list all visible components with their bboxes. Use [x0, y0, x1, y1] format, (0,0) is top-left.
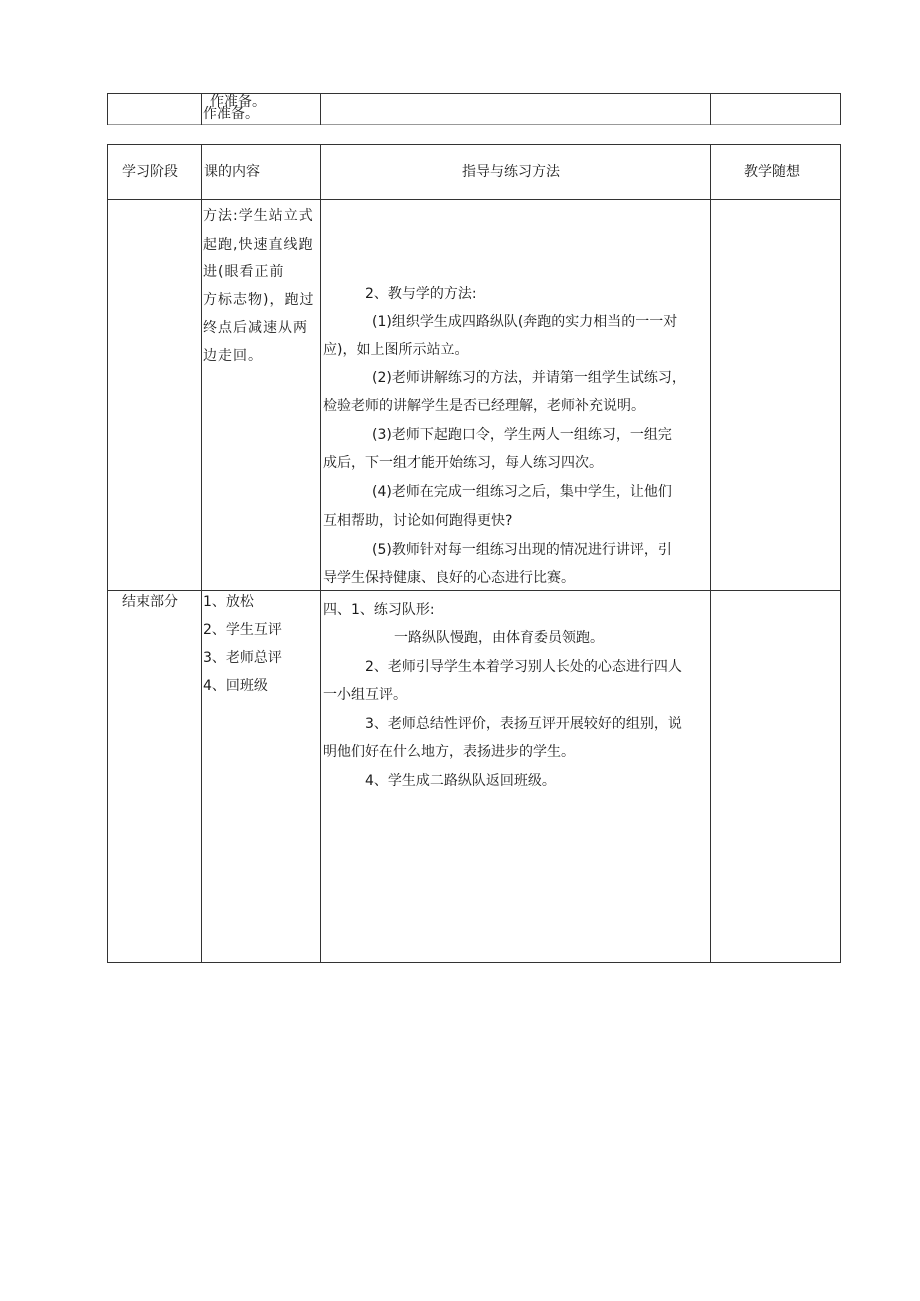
header-method: 指导与练习方法 [462, 164, 560, 180]
method-line: 明他们好在什么地方，表扬进步的学生。 [323, 744, 575, 760]
method-line: (3)老师下起跑口令，学生两人一组练习，一组完 [372, 427, 672, 443]
row2-content-line: 4、回班级 [203, 678, 268, 694]
method-line: 应)，如上图所示站立。 [323, 342, 469, 358]
row2-content-line: 3、老师总评 [203, 650, 282, 666]
row1-content-line: 方标志物)，跑过 [203, 292, 315, 308]
row2-content-line: 1、放松 [203, 594, 254, 610]
header-stage: 学习阶段 [122, 164, 178, 180]
method-line: 检验老师的讲解学生是否已经理解，老师补充说明。 [323, 398, 645, 414]
method-line: 3、老师总结性评价，表扬互评开展较好的组别，说 [365, 716, 682, 732]
fragment-text-1: 作准备。 [210, 94, 266, 110]
row1-content-line: 边走回。 [203, 348, 263, 364]
row2-content-line: 2、学生互评 [203, 622, 282, 638]
method-line: 成后，下一组才能开始练习，每人练习四次。 [323, 455, 603, 471]
method-line: 一路纵队慢跑，由体育委员领跑。 [394, 630, 604, 646]
method-line: 一小组互评。 [323, 687, 407, 703]
fragment-text-2: 作准备。 [203, 106, 259, 122]
method-line: (4)老师在完成一组练习之后，集中学生，让他们 [372, 484, 672, 500]
method-line: 4、学生成二路纵队返回班级。 [365, 773, 556, 789]
method-line: (5)教师针对每一组练习出现的情况进行讲评，引 [372, 542, 672, 558]
method-line: (2)老师讲解练习的方法，并请第一组学生试练习， [372, 370, 686, 386]
header-content: 课的内容 [204, 164, 260, 180]
method-line: 互相帮助，讨论如何跑得更快? [323, 513, 513, 529]
row1-content-line: 终点后减速从两 [203, 320, 308, 336]
method-line: 导学生保持健康、良好的心态进行比赛。 [323, 570, 575, 586]
row1-content-line: 进(眼看正前 [203, 264, 285, 280]
row1-content-line: 起跑,快速直线跑 [203, 237, 314, 253]
row2-stage: 结束部分 [122, 594, 178, 610]
row1-content-line: 方法:学生站立式 [203, 208, 314, 224]
method-line: 2、教与学的方法: [365, 286, 477, 302]
method-line: 2、老师引导学生本着学习别人长处的心态进行四人 [365, 659, 682, 675]
method-line: 四、1、练习队形: [323, 602, 435, 618]
method-line: (1)组织学生成四路纵队(奔跑的实力相当的一一对 [372, 314, 678, 330]
header-notes: 教学随想 [744, 164, 800, 180]
